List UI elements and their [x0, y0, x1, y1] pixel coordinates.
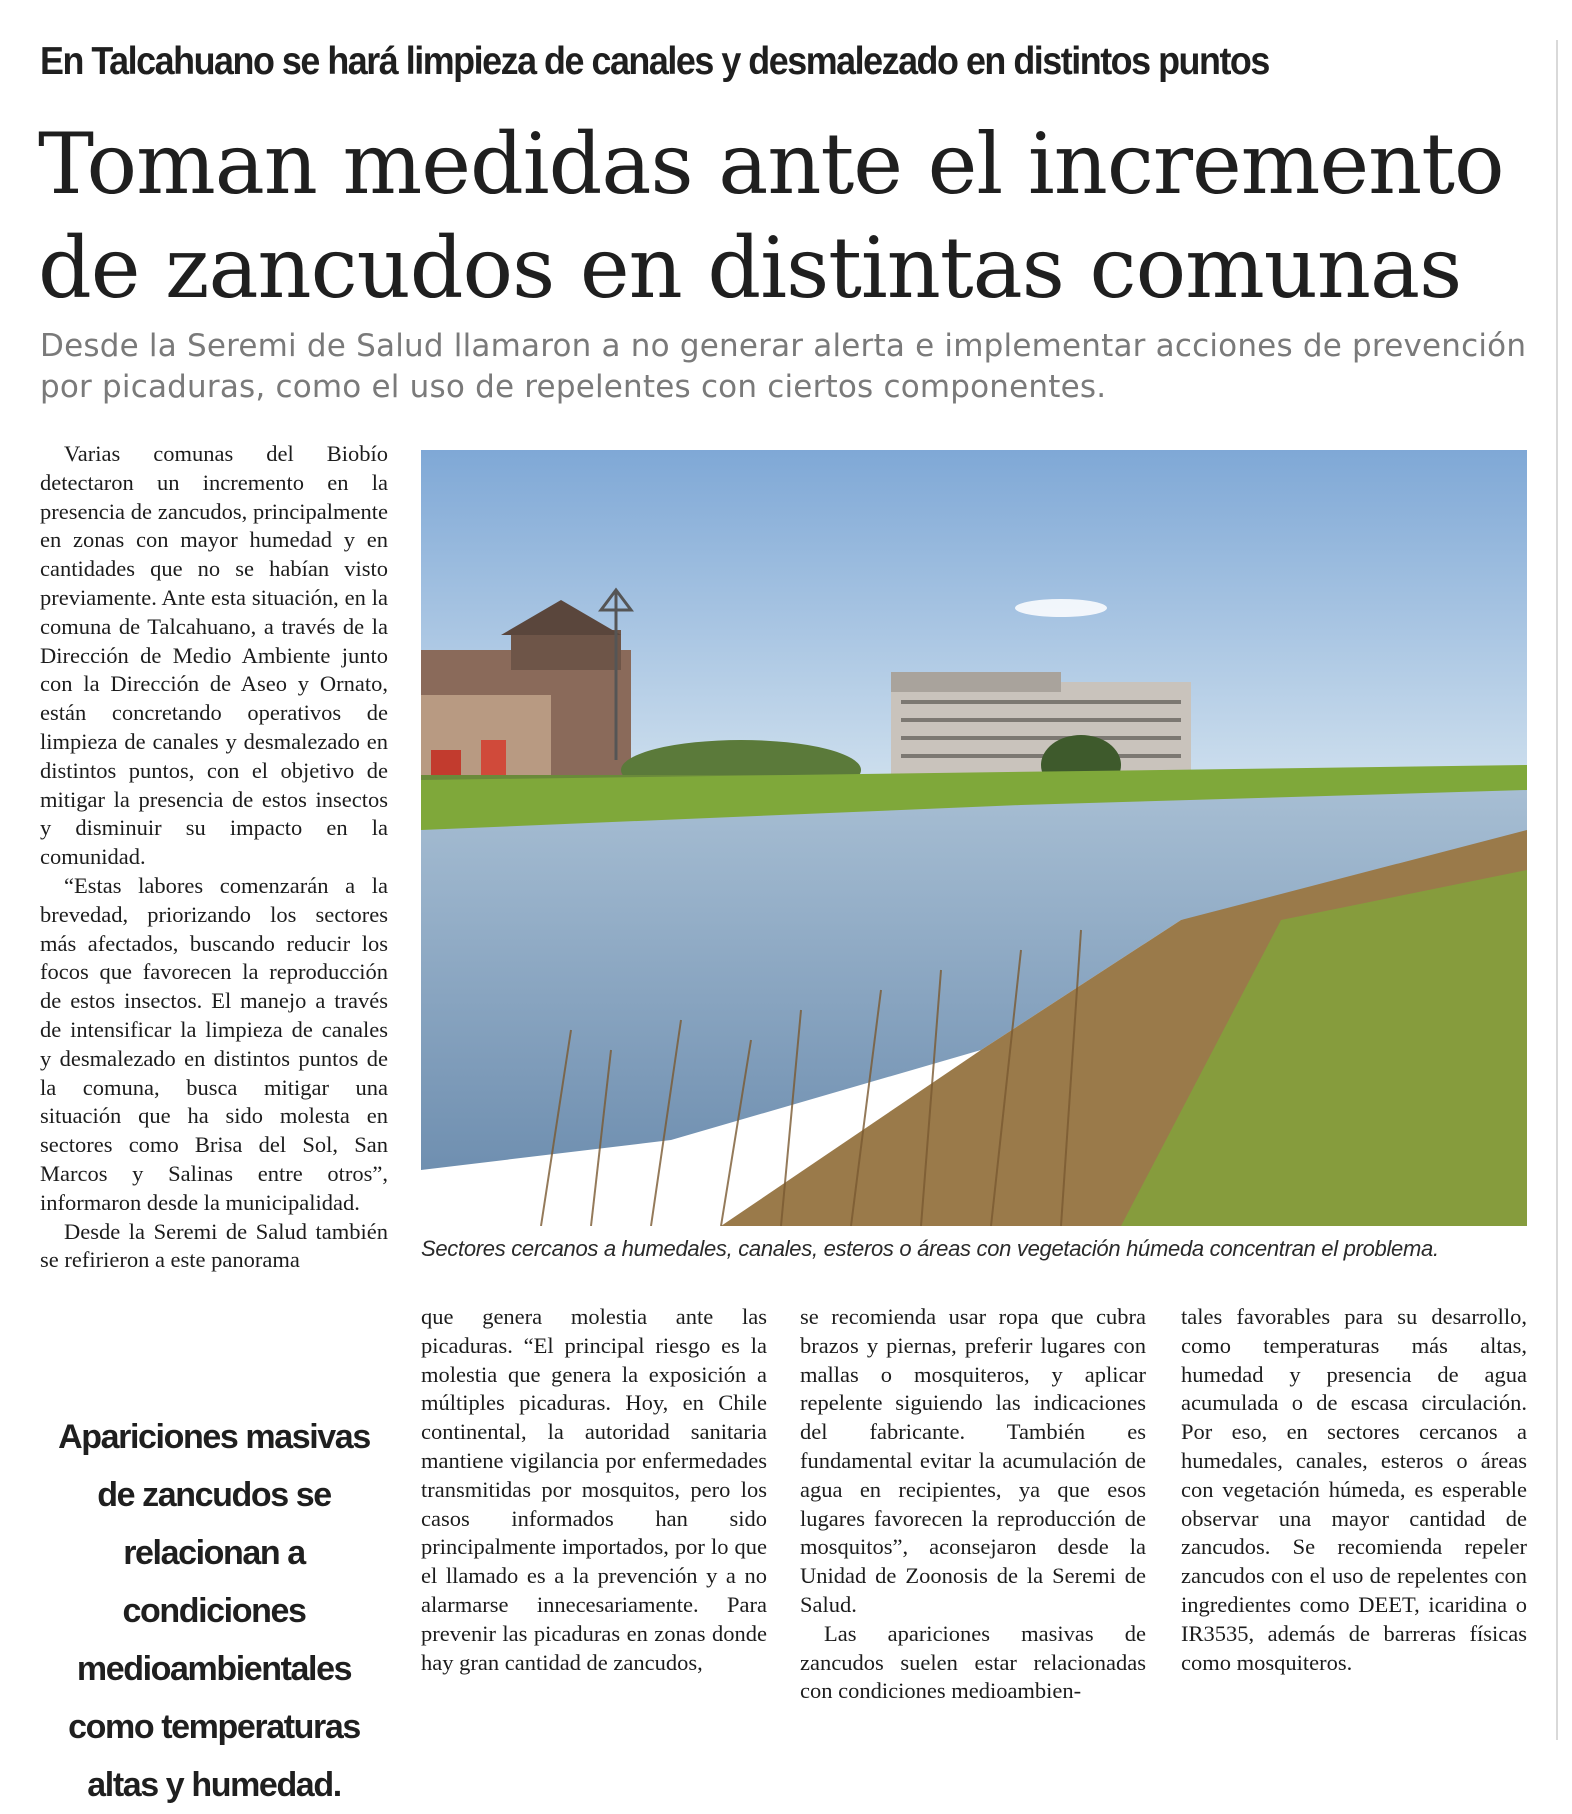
deck-line-2: por picaduras, como el uso de repelentes con ciertos componentes. — [40, 369, 1107, 405]
body-paragraph-2: “Estas labores comenzarán a la brevedad, priorizando los sectores más afectados, buscando reducir los focos que favorecen la reproducción de estos insectos. El manejo a través de intensificar la limpieza de canales y desmalezado en distintos puntos de la comuna, busca mitigar una situación que ha sido molesta en sectores como Brisa del Sol, San Marcos y Salinas entre otros”, informaron desde la municipalidad. — [40, 872, 388, 1215]
body-paragraph-4: Las apariciones masivas de zancudos suelen estar relacionadas con condiciones medioambien- — [800, 1620, 1146, 1704]
body-paragraph-3: Desde la Seremi de Salud también se refirieron a este panorama — [40, 1218, 388, 1273]
pull-quote: Apariciones masivas de zancudos se relacionan a condiciones medioambientales como temperaturas altas y humedad. — [58, 1418, 370, 1804]
headline-line-1: Toman medidas ante el incremento — [38, 115, 1504, 213]
body-column-2 — [421, 1303, 767, 1677]
body-paragraph-3-continued-2: se recomienda usar ropa que cubra brazos y piernas, preferir lugares con mallas o mosquiteros, y aplicar repelente siguiendo las indicaciones del fabricante. También es fundamental evitar la acumulación de agua en recipientes, ya que esos lugares favorecen la reproducción de mosquitos”, aconsejaron desde la Unidad de Zoonosis de la Seremi de Salud. — [800, 1304, 1146, 1617]
kicker: En Talcahuano se hará limpieza de canales y desmalezado en distintos puntos — [40, 40, 1269, 83]
photo-caption: Sectores cercanos a humedales, canales, esteros o áreas con vegetación húmeda concentran el problema. — [421, 1236, 1439, 1261]
body-paragraph-3-continued: que genera molestia ante las picaduras. “El principal riesgo es la molestia que genera la exposición a múltiples picaduras. Hoy, en Chile continental, la autoridad sanitaria mantiene vigilancia por enfermedades transmitidas por mosquitos, pero los casos informados han sido principalmente importados, por lo que el llamado es a la prevención y a no alarmarse innecesariamente. Para prevenir las picaduras en zonas donde hay gran cantidad de zancudos, — [421, 1304, 767, 1675]
body-paragraph-1: Varias comunas del Biobío detectaron un incremento en la presencia de zancudos, principalmente en zonas con mayor humedad y en cantidades que no se habían visto previamente. Ante esta situación, en la comuna de Talcahuano, a través de la Dirección de Medio Ambiente junto con la Dirección de Aseo y Ornato, están concretando operativos de limpieza de canales y desmalezado en distintos puntos, con el objetivo de mitigar la presencia de estos insectos y disminuir su impacto en la comunidad. — [40, 441, 388, 870]
deck-line-1: Desde la Seremi de Salud llamaron a no generar alerta e implementar acciones de prevención — [40, 328, 1527, 364]
body-column-1 — [40, 440, 388, 1275]
body-column-3 — [800, 1303, 1146, 1706]
column-rule — [1556, 40, 1558, 1740]
river-landscape-image — [421, 450, 1527, 1226]
headline-line-2: de zancudos en distintas comunas — [38, 219, 1462, 317]
news-photo — [421, 450, 1527, 1226]
headline — [38, 112, 1538, 320]
deck — [40, 326, 1540, 408]
body-column-4 — [1181, 1303, 1527, 1677]
body-paragraph-4-continued: tales favorables para su desarrollo, como temperaturas más altas, humedad y presencia de agua acumulada o de escasa circulación. Por eso, en sectores cercanos a humedales, canales, esteros o áreas con vegetación húmeda, es esperable observar una mayor cantidad de zancudos. Se recomienda repeler zancudos con el uso de repelentes con ingredientes como DEET, icaridina o IR3535, además de barreras físicas como mosquiteros. — [1181, 1304, 1527, 1675]
